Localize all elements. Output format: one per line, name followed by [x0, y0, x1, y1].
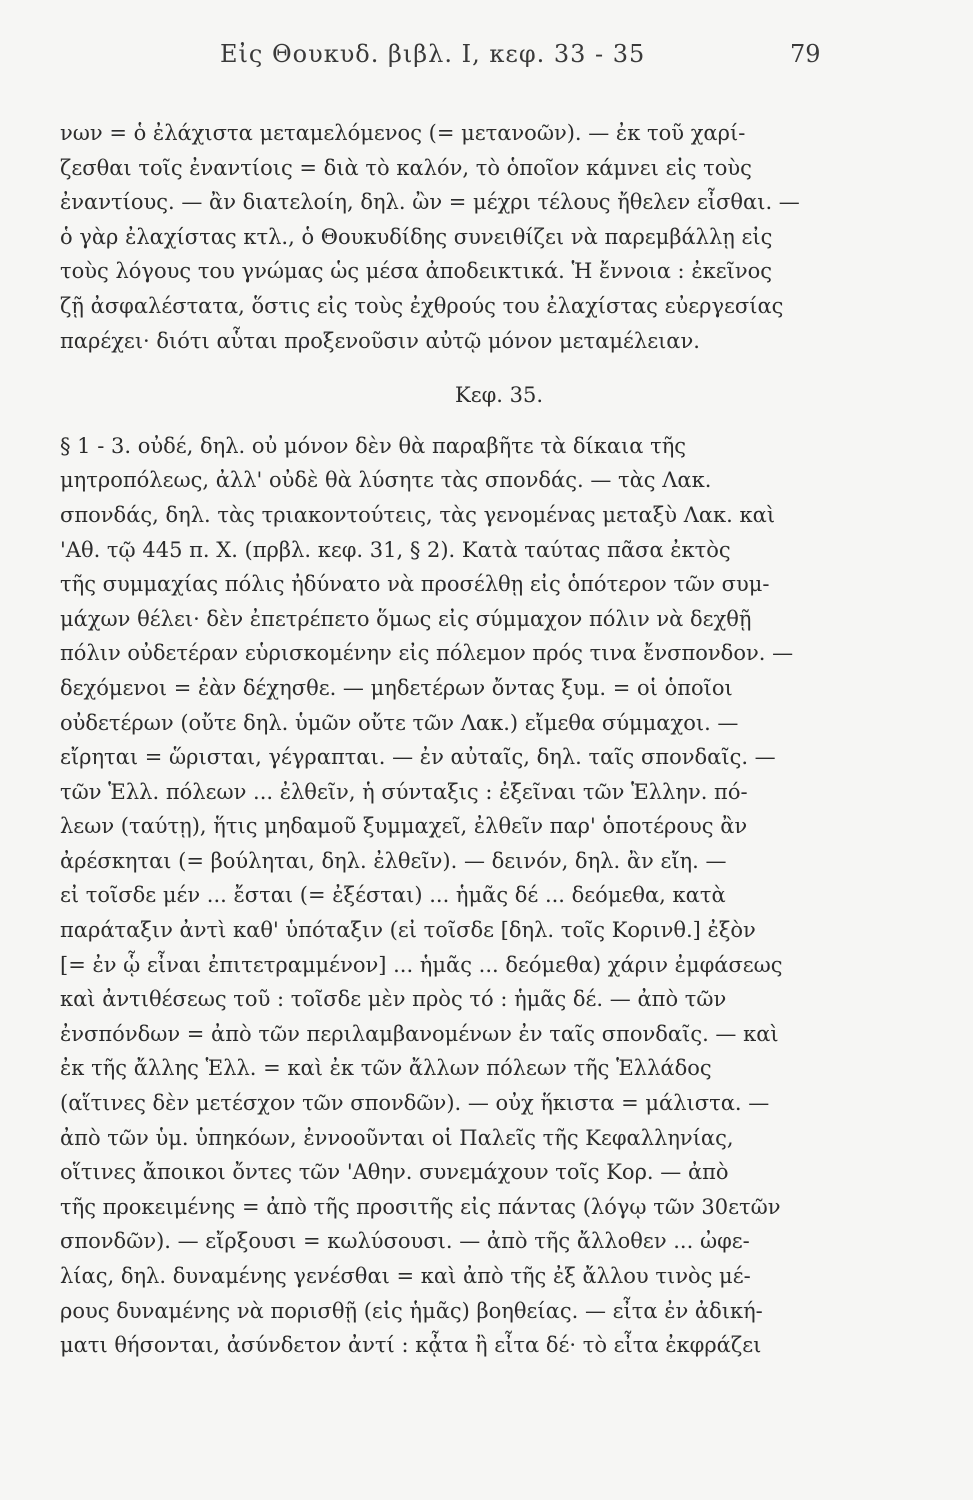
text-line: νων = ὁ ἐλάχιστα μεταμελόμενος (= μετανοῶν). — ἐκ τοῦ χαρί- [60, 121, 746, 145]
text-line: ζεσθαι τοῖς ἐναντίοις = διὰ τὸ καλόν, τὸ ὁποῖον κάμνει εἰς τοὺς [60, 155, 752, 180]
text-line: τῆς συμμαχίας πόλις ἠδύνατο νὰ προσέλθῃ εἰς ὁπότερον τῶν συμ- [60, 572, 770, 597]
text-line: ἐκ τῆς ἄλλης Ἑλλ. = καὶ ἐκ τῶν ἄλλων πόλεων τῆς Ἑλλάδος [60, 1056, 712, 1081]
text-line: ἀρέσκηται (= βούληται, δηλ. ἐλθεῖν). — δεινόν, δηλ. ἂν εἴη. — [60, 848, 727, 873]
text-line: ζῇ ἀσφαλέστατα, ὅστις εἰς τοὺς ἐχθρούς του ἐλαχίστας εὐεργεσίας [60, 293, 784, 318]
text-line: ἀπὸ τῶν ὑμ. ὑπηκόων, ἐννοοῦνται οἱ Παλεῖς τῆς Κεφαλληνίας, [60, 1125, 734, 1150]
text-line: οὐδετέρων (οὔτε δηλ. ὑμῶν οὔτε τῶν Λακ.) εἴμεθα σύμμαχοι. — [60, 710, 739, 735]
text-line: 'Αθ. τῷ 445 π. Χ. (πρβλ. κεφ. 31, § 2). Κατὰ ταύτας πᾶσα ἐκτὸς [60, 537, 731, 562]
commentary-body [60, 116, 840, 1363]
page-number: 79 [790, 40, 821, 68]
text-line: παράταξιν ἀντὶ καθ' ὑπόταξιν (εἰ τοῖσδε [δηλ. τοῖς Κορινθ.] ἐξὸν [60, 918, 756, 943]
text-line: καὶ ἀντιθέσεως τοῦ : τοῖσδε μὲν πρὸς τό : ἡμᾶς δέ. — ἀπὸ τῶν [60, 987, 727, 1012]
text-line: (αἵτινες δὲν μετέσχον τῶν σπονδῶν). — οὐχ ἥκιστα = μάλιστα. — [60, 1091, 770, 1116]
text-line: τῶν Ἑλλ. πόλεων ... ἐλθεῖν, ἡ σύνταξις : ἐξεῖναι τῶν Ἑλλην. πό- [60, 779, 748, 804]
text-line: δεχόμενοι = ἐὰν δέχησθε. — μηδετέρων ὄντας ξυμ. = οἱ ὁποῖοι [60, 675, 733, 700]
text-line: σπονδάς, δηλ. τὰς τριακοντούτεις, τὰς γενομένας μεταξὺ Λακ. καὶ [60, 502, 776, 527]
text-line: σπονδῶν). — εἴρξουσι = κωλύσουσι. — ἀπὸ τῆς ἄλλοθεν ... ὠφε- [60, 1229, 750, 1254]
text-line: [= ἐν ᾧ εἶναι ἐπιτετραμμένον] ... ἡμᾶς ... δεόμεθα) χάριν ἐμφάσεως [60, 952, 783, 977]
running-head-title: Εἰς Θουκυδ. βιβλ. Ι, κεφ. 33 - 35 [220, 40, 646, 68]
text-line: μάχων θέλει· δὲν ἐπετρέπετο ὅμως εἰς σύμμαχον πόλιν νὰ δεχθῇ [60, 606, 752, 631]
text-line: λίας, δηλ. δυναμένης γενέσθαι = καὶ ἀπὸ τῆς ἐξ ἄλλου τινὸς μέ- [60, 1264, 751, 1288]
text-line: εἴρηται = ὥρισται, γέγραπται. — ἐν αὐταῖς, δηλ. ταῖς σπονδαῖς. — [60, 745, 776, 770]
text-line: μητροπόλεως, ἀλλ' οὐδὲ θὰ λύσητε τὰς σπονδάς. — τὰς Λακ. [60, 468, 712, 493]
text-line: ματι θήσονται, ἀσύνδετον ἀντί : κᾆτα ἢ εἶτα δέ· τὸ εἶτα ἐκφράζει [60, 1333, 762, 1358]
text-line: εἰ τοῖσδε μέν ... ἔσται (= ἐξέσται) ... ἡμᾶς δέ ... δεόμεθα, κατὰ [60, 883, 726, 908]
text-line: λεων (ταύτῃ), ἥτις μηδαμοῦ ξυμμαχεῖ, ἐλθεῖν παρ' ὁποτέρους ἂν [60, 814, 748, 839]
text-line: ρους δυναμένης νὰ πορισθῇ (εἰς ἡμᾶς) βοηθείας. — εἶτα ἐν ἀδική- [60, 1298, 763, 1323]
text-line: πόλιν οὐδετέραν εὑρισκομένην εἰς πόλεμον πρός τινα ἔνσπονδον. — [60, 641, 794, 666]
chapter-heading: Κεφ. 35. [455, 383, 544, 408]
text-line: οἵτινες ἄποικοι ὄντες τῶν 'Αθην. συνεμάχουν τοῖς Κορ. — ἀπὸ [60, 1160, 729, 1185]
text-line: τῆς προκειμένης = ἀπὸ τῆς προσιτῆς εἰς πάντας (λόγῳ τῶν 30ετῶν [60, 1194, 781, 1219]
text-line: ἐνσπόνδων = ἀπὸ τῶν περιλαμβανομένων ἐν ταῖς σπονδαῖς. — καὶ [60, 1021, 779, 1046]
text-line: παρέχει· διότι αὗται προξενοῦσιν αὐτῷ μόνον μεταμέλειαν. [60, 328, 700, 353]
text-line: ἐναντίους. — ἂν διατελοίη, δηλ. ὢν = μέχρι τέλους ἤθελεν εἶσθαι. — [60, 190, 800, 215]
text-line: τοὺς λόγους του γνώμας ὡς μέσα ἀποδεικτικά. Ἡ ἔννοια : ἐκεῖνος [60, 259, 772, 284]
text-line: ὁ γὰρ ἐλαχίστας κτλ., ὁ Θουκυδίδης συνειθίζει νὰ παρεμβάλλῃ εἰς [60, 224, 773, 249]
text-line: § 1 - 3. οὐδέ, δηλ. οὐ μόνον δὲν θὰ παραβῆτε τὰ δίκαια τῆς [60, 433, 687, 458]
